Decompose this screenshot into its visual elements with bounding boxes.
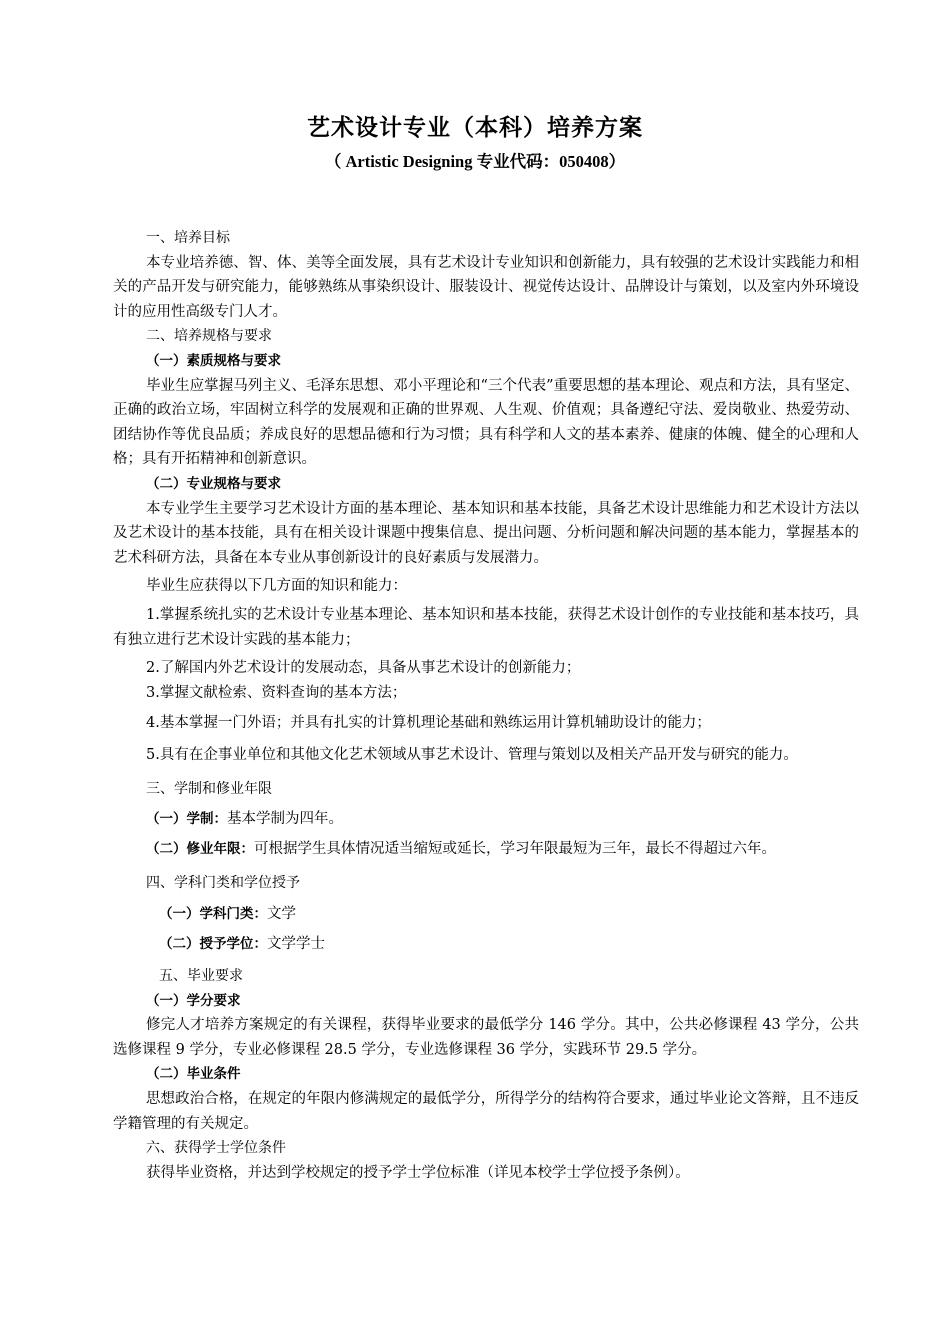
section-heading-graduation: 五、毕业要求	[159, 968, 243, 985]
document-body	[113, 226, 859, 1185]
ability-item: 1.掌握系统扎实的艺术设计专业基本理论、基本知识和基本技能，获得艺术设计创作的专业技能和基本技巧，具有独立进行艺术设计实践的基本能力；	[113, 606, 859, 648]
professional-paragraph: 本专业学生主要学习艺术设计方面的基本理论、基本知识和基本技能，具备艺术设计思维能力和艺术设计方法以及艺术设计的基本技能，具有在相关设计课题中搜集信息、提出问题、分析问题和解决问题的基本能力，掌握基本的艺术科研方法，具备在本专业从事创新设计的良好素质与发展潜力。	[113, 500, 859, 566]
duration-system-text: 基本学制为四年。	[227, 811, 343, 828]
document-title: 艺术设计专业（本科）培养方案	[307, 115, 643, 141]
section-heading-requirements: 二、培养规格与要求	[146, 328, 272, 345]
degree-category-label: （一）学科门类：	[159, 906, 267, 923]
ability-item: 5.具有在企事业单位和其他文化艺术领域从事艺术设计、管理与策划以及相关产品开发与研究的能力。	[146, 746, 798, 763]
duration-system-label: （一）学制：	[146, 811, 227, 828]
ability-item: 4.基本掌握一门外语；并具有扎实的计算机理论基础和熟练运用计算机辅助设计的能力；	[146, 715, 711, 732]
bachelor-paragraph: 获得毕业资格，并达到学校规定的授予学士学位标准（详见本校学士学位授予条例）。	[146, 1164, 690, 1181]
abilities-intro: 毕业生应获得以下几方面的知识和能力：	[146, 578, 407, 595]
section-heading-goals: 一、培养目标	[146, 230, 230, 246]
conditions-paragraph: 思想政治合格，在规定的年限内修满规定的最低学分，所得学分的结构符合要求，通过毕业论文答辩，且不违反学籍管理的有关规定。	[113, 1091, 859, 1132]
section-heading-duration: 三、学制和修业年限	[146, 780, 272, 797]
degree-item-award	[113, 929, 859, 960]
subheading-conditions: （二）毕业条件	[146, 1066, 241, 1083]
degree-item-category	[113, 900, 859, 929]
degree-award-label: （二）授予学位：	[159, 936, 267, 953]
subheading-quality: （一）素质规格与要求	[146, 352, 281, 369]
degree-award-text: 文学学士	[267, 936, 325, 953]
duration-item-years	[113, 834, 859, 865]
section-heading-bachelor: 六、获得学士学位条件	[146, 1140, 286, 1157]
ability-item: 3.掌握文献检索、资料查询的基本方法；	[146, 684, 407, 701]
credits-paragraph: 修完人才培养方案规定的有关课程，获得毕业要求的最低学分 146 学分。其中，公共必修课程 43 学分，公共选修课程 9 学分，专业必修课程 28.5 学分，专业选修课程 36 学分，实践环节 29.5 学分。	[113, 1017, 859, 1058]
section-heading-degree: 四、学科门类和学位授予	[146, 875, 300, 892]
goals-paragraph: 本专业培养德、智、体、美等全面发展，具有艺术设计专业知识和创新能力，具有较强的艺术设计实践能力和相关的产品开发与研究能力，能够熟练从事染织设计、服装设计、视觉传达设计、品牌设计与策划，以及室内外环境设计的应用性高级专门人才。	[113, 254, 859, 320]
duration-item-system	[113, 805, 859, 834]
duration-years-text: 可根据学生具体情况适当缩短或延长，学习年限最短为三年，最长不得超过六年。	[254, 841, 776, 858]
ability-item: 2.了解国内外艺术设计的发展动态，具备从事艺术设计的创新能力；	[146, 660, 581, 677]
quality-paragraph: 毕业生应掌握马列主义、毛泽东思想、邓小平理论和“三个代表”重要思想的基本理论、观点和方法，具有坚定、正确的政治立场，牢固树立科学的发展观和正确的世界观、人生观、价值观；具备遵纪守法、爱岗敬业、热爱劳动、团结协作等优良品质；养成良好的思想品德和行为习惯；具有科学和人文的基本素养、健康的体魄、健全的心理和人格；具有开拓精神和创新意识。	[113, 377, 859, 468]
subheading-professional: （二）专业规格与要求	[146, 475, 281, 492]
document-subtitle: （ Artistic Designing 专业代码：050408）	[324, 152, 626, 171]
duration-years-label: （二）修业年限：	[146, 841, 254, 858]
degree-category-text: 文学	[267, 906, 296, 923]
subheading-credits: （一）学分要求	[146, 992, 241, 1009]
